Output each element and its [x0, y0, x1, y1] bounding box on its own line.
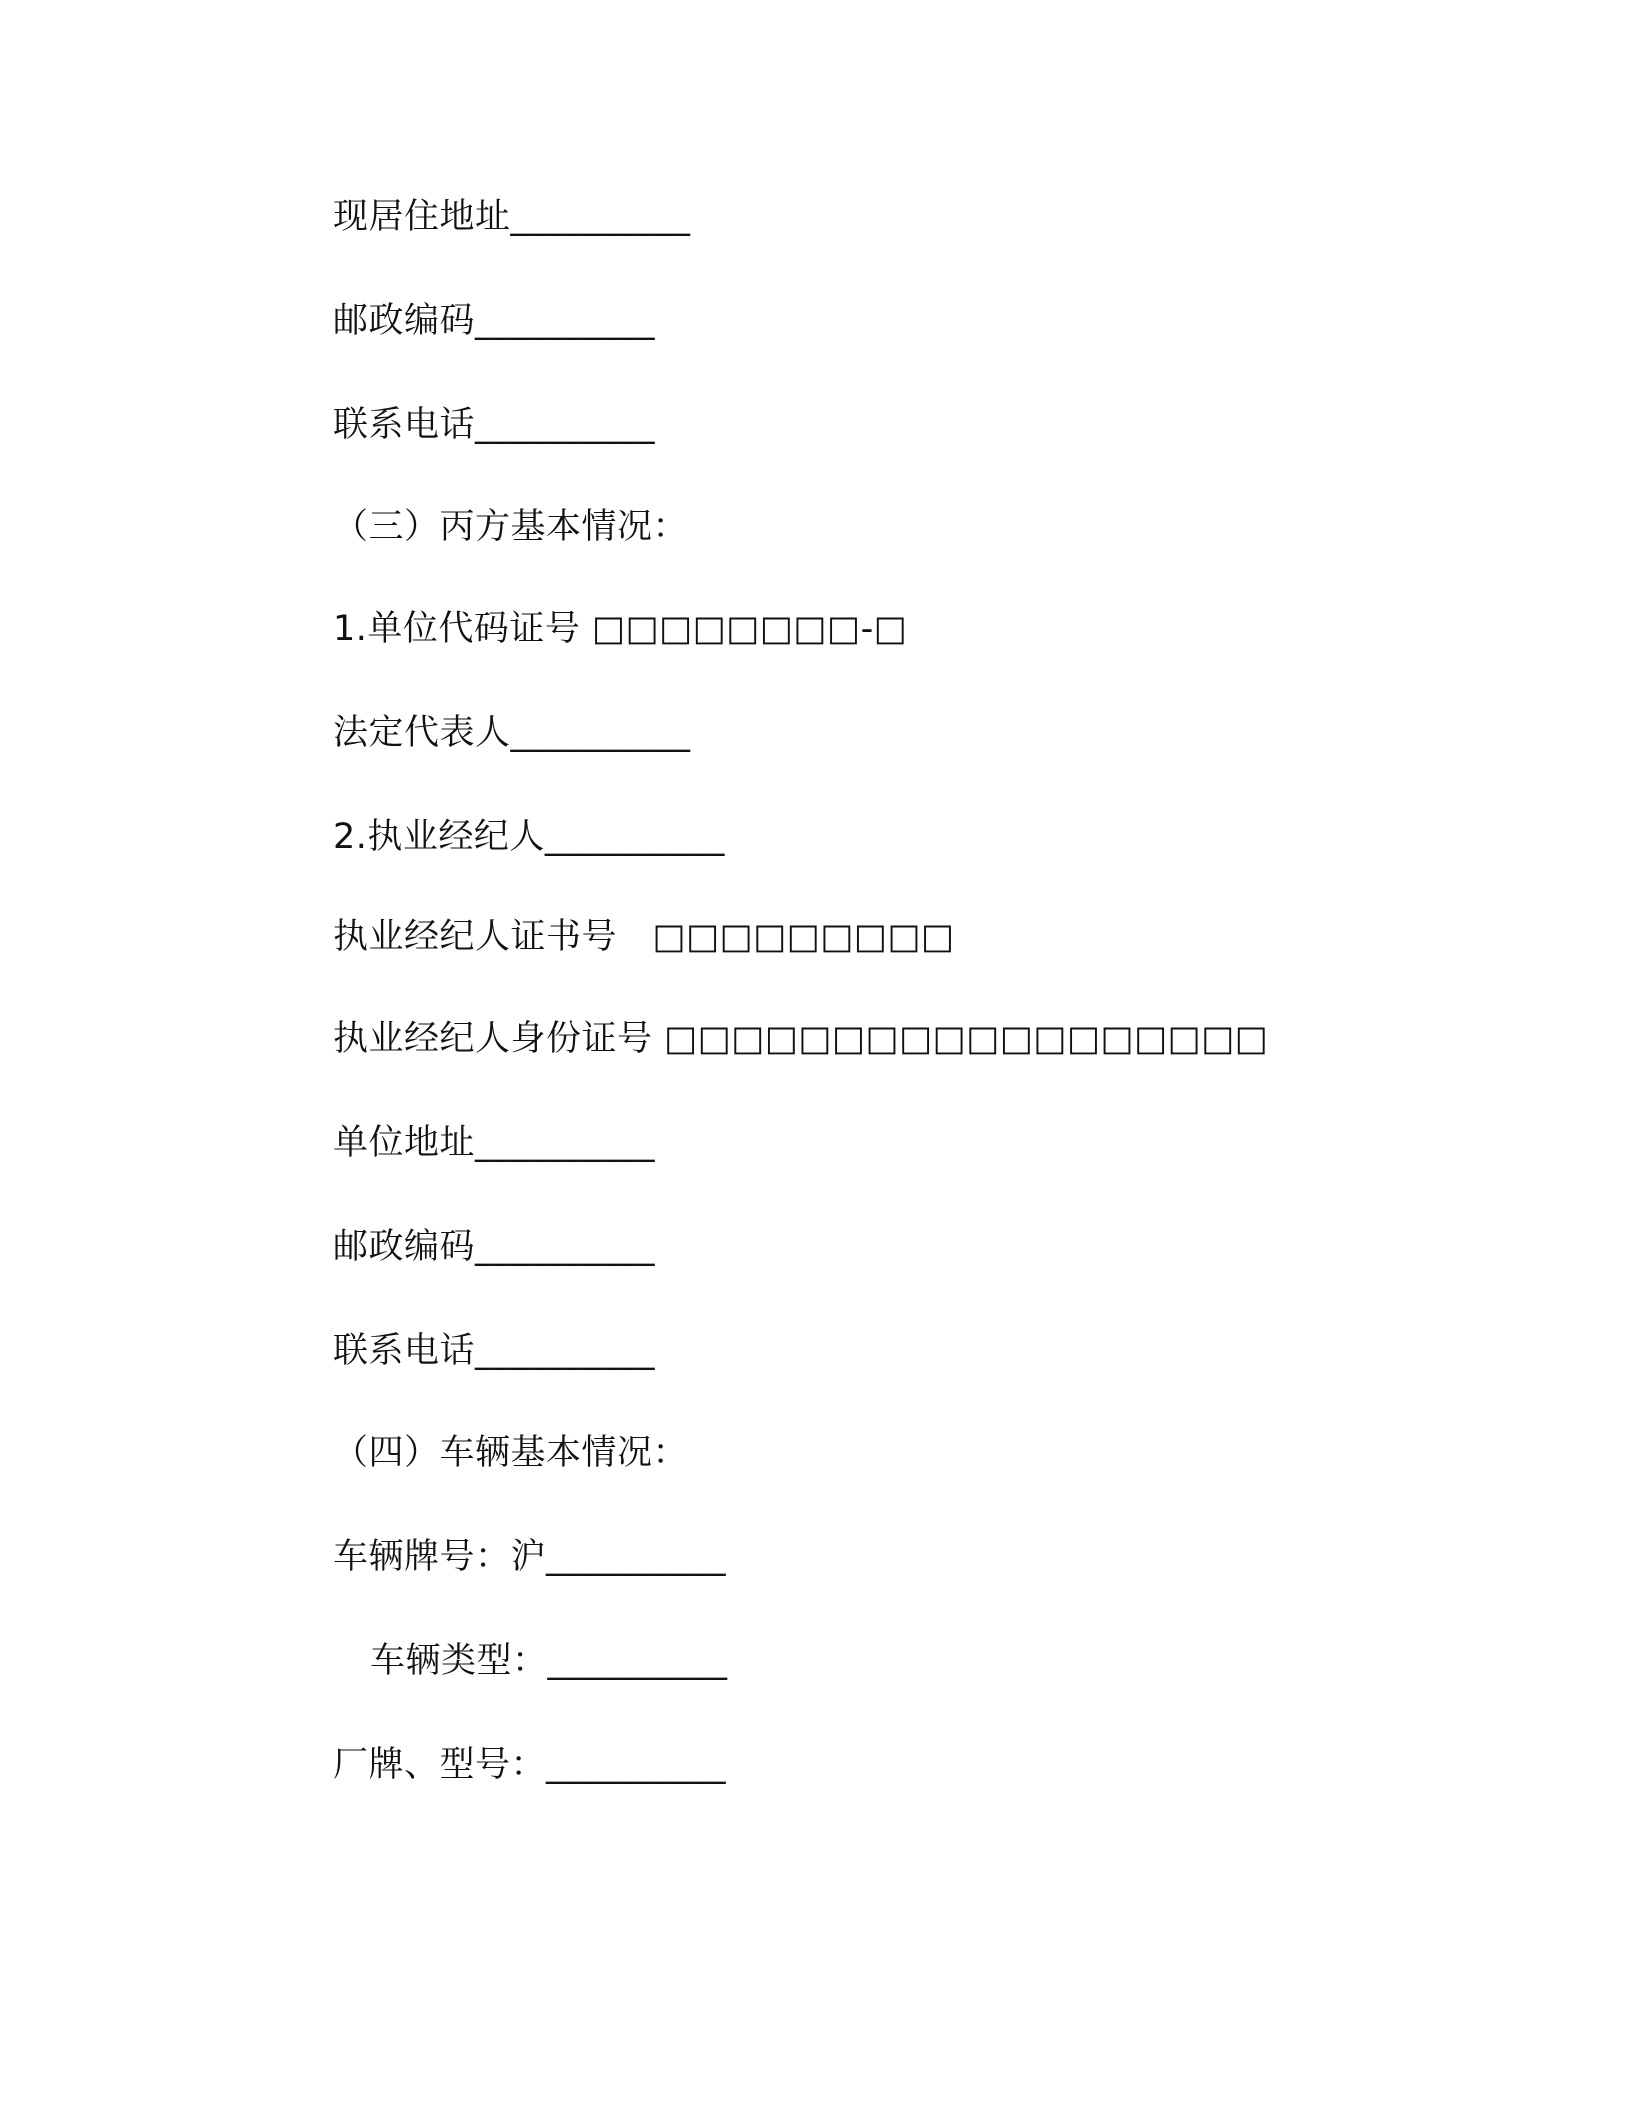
- plate-number-field: 车辆牌号：沪__________: [333, 1537, 727, 1577]
- postal-code-field: 邮政编码__________: [333, 301, 656, 341]
- legal-representative-field: 法定代表人__________: [333, 713, 691, 753]
- unit-address-field: 单位地址__________: [333, 1123, 656, 1163]
- current-address-field: 现居住地址__________: [333, 197, 691, 237]
- licensed-broker-field: 2.执业经纪人__________: [333, 817, 725, 857]
- postal-code-field-2: 邮政编码__________: [333, 1227, 656, 1267]
- vehicle-heading: （四）车辆基本情况：: [333, 1433, 689, 1473]
- phone-field-2: 联系电话__________: [333, 1331, 656, 1371]
- party-c-heading: （三）丙方基本情况：: [333, 507, 689, 547]
- unit-code-field: 1.单位代码证号 □□□□□□□□-□: [333, 609, 908, 649]
- vehicle-type-field: 车辆类型：__________: [370, 1641, 728, 1681]
- phone-field: 联系电话__________: [333, 405, 656, 445]
- broker-id-field: 执业经纪人身份证号 □□□□□□□□□□□□□□□□□□: [333, 1019, 1269, 1059]
- broker-certificate-field: 执业经纪人证书号 □□□□□□□□□: [333, 917, 955, 957]
- brand-model-field: 厂牌、型号：__________: [333, 1745, 727, 1785]
